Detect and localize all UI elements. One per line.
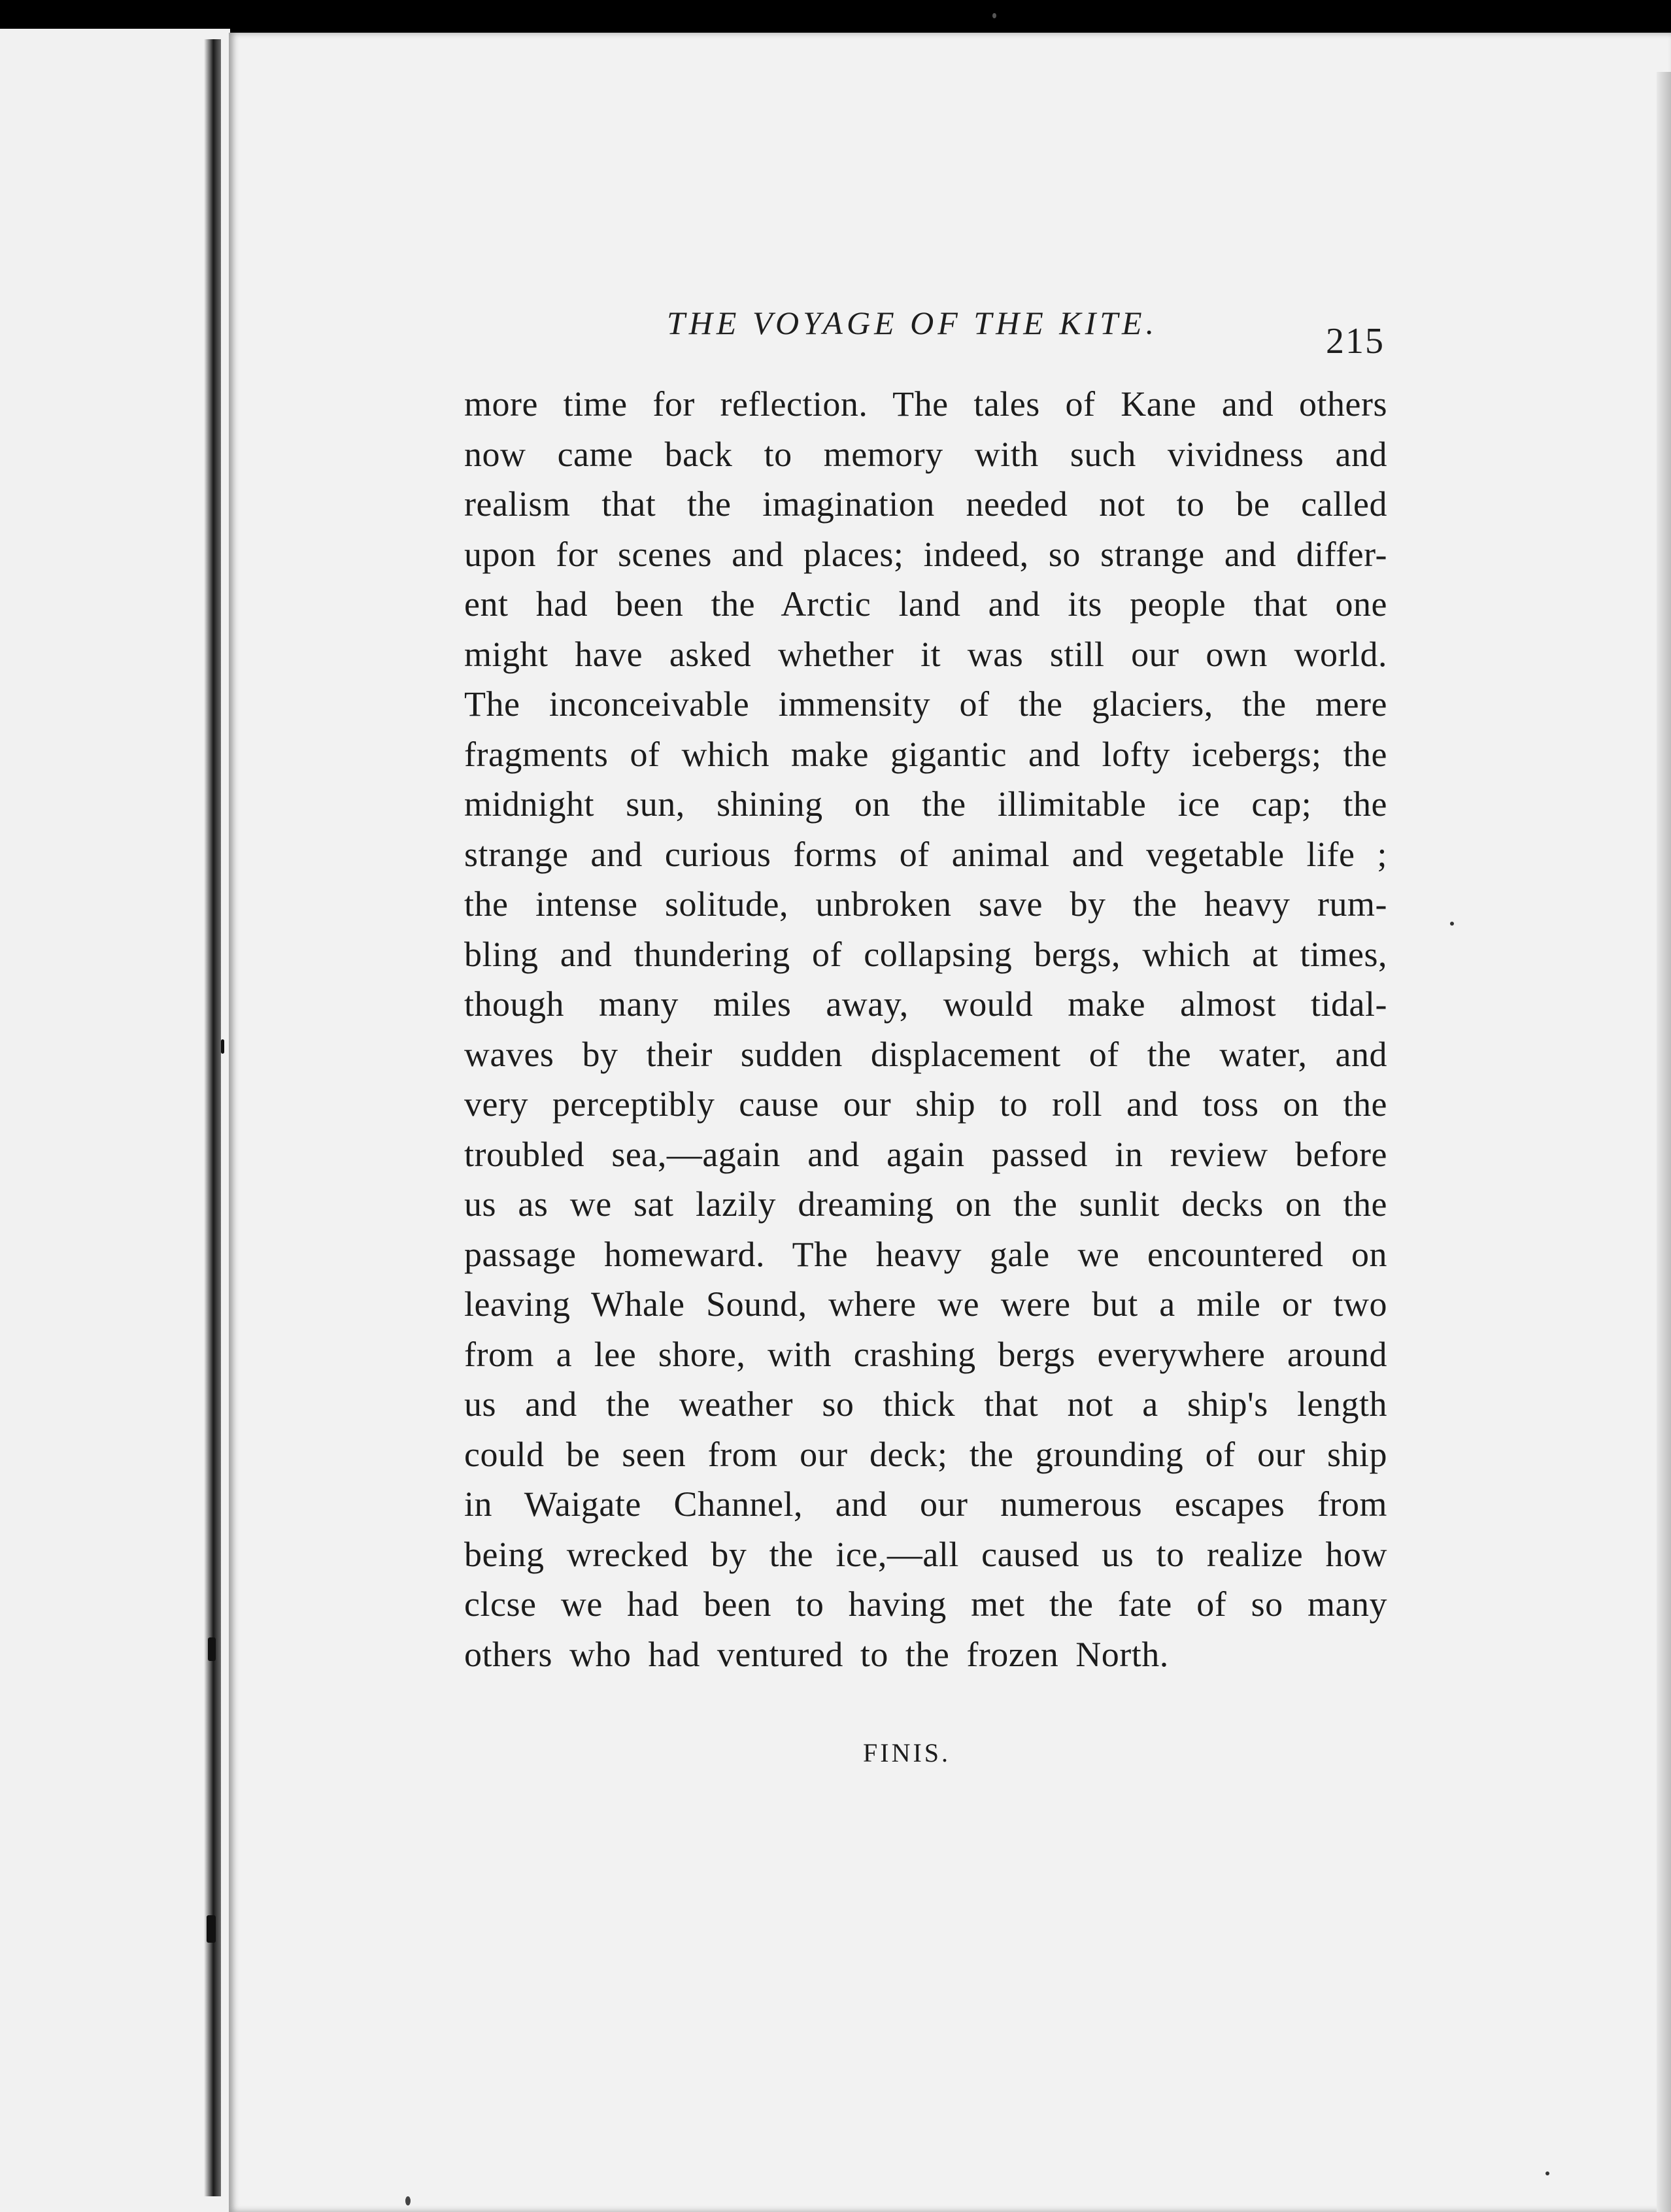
text-line: others who had ventured to the frozen North. xyxy=(464,1634,1169,1674)
text-line: from a lee shore, with crashing bergs everywhere around xyxy=(464,1334,1387,1374)
text-line: us as we sat lazily dreaming on the sunlit decks on the xyxy=(464,1184,1387,1224)
running-head: THE VOYAGE OF THE KITE. xyxy=(667,305,1158,341)
page-right-edge xyxy=(1657,72,1671,2212)
text-line: midnight sun, shining on the illimitable ice cap; the xyxy=(464,784,1387,824)
dust-speck xyxy=(992,13,996,18)
dust-speck xyxy=(1545,2171,1549,2175)
text-line: upon for scenes and places; indeed, so strange and differ- xyxy=(464,534,1387,574)
text-line: strange and curious forms of animal and vegetable life ; xyxy=(464,834,1387,874)
text-line: could be seen from our deck; the grounding of our ship xyxy=(464,1434,1387,1474)
gutter-mark xyxy=(208,1637,216,1661)
dust-speck xyxy=(405,2196,411,2205)
book-gutter xyxy=(204,39,221,2196)
page-number: 215 xyxy=(1326,321,1385,361)
text-line: more time for reflection. The tales of Kane and others xyxy=(464,384,1387,424)
text-line: the intense solitude, unbroken save by the heavy rum- xyxy=(464,884,1387,924)
finis-mark: FINIS. xyxy=(863,1738,951,1768)
text-line: leaving Whale Sound, where we were but a mile or two xyxy=(464,1284,1387,1324)
text-line: in Waigate Channel, and our numerous escapes from xyxy=(464,1484,1387,1524)
text-line: waves by their sudden displacement of the water, and xyxy=(464,1034,1387,1074)
gutter-mark xyxy=(221,1039,224,1054)
body-text xyxy=(464,379,1387,1679)
text-line: fragments of which make gigantic and lofty icebergs; the xyxy=(464,734,1387,774)
text-line: being wrecked by the ice,—all caused us to realize how xyxy=(464,1534,1387,1574)
text-line: clcse we had been to having met the fate of so many xyxy=(464,1584,1387,1624)
text-line: might have asked whether it was still our own world. xyxy=(464,634,1387,674)
text-line: now came back to memory with such vividness and xyxy=(464,434,1387,474)
text-line: very perceptibly cause our ship to roll and toss on the xyxy=(464,1084,1387,1124)
gutter-mark xyxy=(207,1915,216,1943)
text-line: bling and thundering of collapsing bergs, which at times, xyxy=(464,934,1387,974)
text-line: The inconceivable immensity of the glaciers, the mere xyxy=(464,684,1387,724)
text-line: troubled sea,—again and again passed in review before xyxy=(464,1134,1387,1174)
text-line: us and the weather so thick that not a ship's length xyxy=(464,1384,1387,1424)
dust-speck xyxy=(1450,922,1454,926)
text-line: ent had been the Arctic land and its people that one xyxy=(464,584,1387,624)
facing-page-edge xyxy=(0,29,230,2212)
text-line: passage homeward. The heavy gale we encountered on xyxy=(464,1234,1387,1274)
text-line: though many miles away, would make almost tidal- xyxy=(464,984,1387,1024)
text-line: realism that the imagination needed not to be called xyxy=(464,484,1387,524)
